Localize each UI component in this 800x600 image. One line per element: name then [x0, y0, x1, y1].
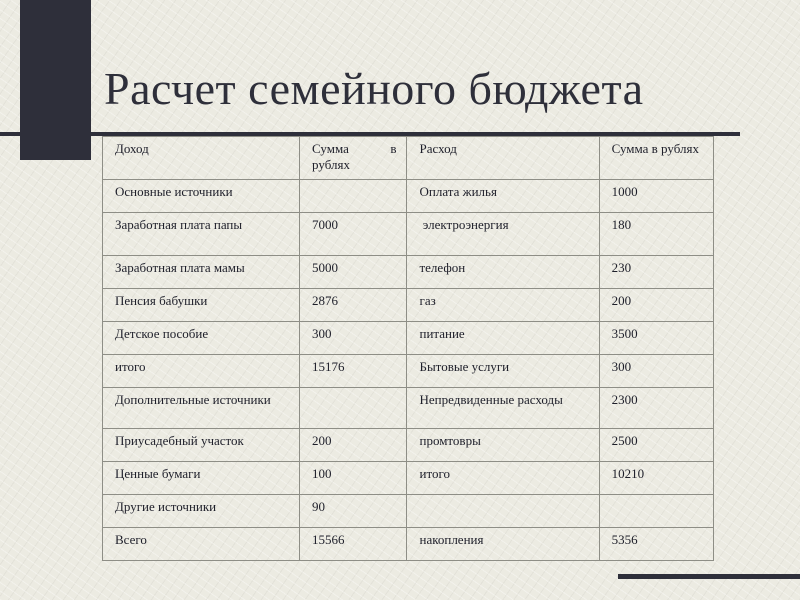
income-cell: Заработная плата мамы: [103, 256, 300, 289]
budget-table: [102, 136, 714, 561]
decorative-side-bar: [20, 0, 91, 160]
table-row: [103, 322, 714, 355]
income-amount-cell: 15566: [300, 528, 407, 561]
expense-cell: Непредвиденные расходы: [407, 388, 599, 429]
table-row: [103, 355, 714, 388]
expense-amount-cell: 180: [599, 213, 713, 256]
expense-amount-cell: 2500: [599, 429, 713, 462]
income-cell: Ценные бумаги: [103, 462, 300, 495]
income-cell: Заработная плата папы: [103, 213, 300, 256]
expense-cell: Оплата жилья: [407, 180, 599, 213]
income-cell: Пенсия бабушки: [103, 289, 300, 322]
income-amount-cell: [300, 180, 407, 213]
expense-cell: [407, 495, 599, 528]
expense-cell: питание: [407, 322, 599, 355]
table-row: [103, 528, 714, 561]
expense-cell: итого: [407, 462, 599, 495]
table-row: [103, 180, 714, 213]
header-income-amount: Сумма в рублях: [300, 137, 407, 180]
expense-amount-cell: 200: [599, 289, 713, 322]
income-cell: Всего: [103, 528, 300, 561]
table-row: [103, 289, 714, 322]
expense-amount-cell: 230: [599, 256, 713, 289]
income-cell: Приусадебный участок: [103, 429, 300, 462]
expense-amount-cell: 300: [599, 355, 713, 388]
income-cell: Детское пособие: [103, 322, 300, 355]
expense-cell: накопления: [407, 528, 599, 561]
expense-amount-cell: 1000: [599, 180, 713, 213]
table-row: [103, 213, 714, 256]
expense-amount-cell: 2300: [599, 388, 713, 429]
table-row: [103, 388, 714, 429]
header-expense-amount: Сумма в рублях: [599, 137, 713, 180]
income-amount-cell: 100: [300, 462, 407, 495]
expense-amount-cell: 10210: [599, 462, 713, 495]
income-amount-cell: 90: [300, 495, 407, 528]
income-amount-cell: 2876: [300, 289, 407, 322]
income-cell: Дополнительные источники: [103, 388, 300, 429]
expense-amount-cell: 3500: [599, 322, 713, 355]
income-amount-cell: 300: [300, 322, 407, 355]
header-expense: Расход: [407, 137, 599, 180]
table-row: [103, 495, 714, 528]
income-amount-cell: 200: [300, 429, 407, 462]
table-header-row: [103, 137, 714, 180]
table-row: [103, 429, 714, 462]
table-row: [103, 256, 714, 289]
income-cell: итого: [103, 355, 300, 388]
page-title: Расчет семейного бюджета: [104, 63, 644, 114]
income-amount-cell: 5000: [300, 256, 407, 289]
income-cell: Основные источники: [103, 180, 300, 213]
income-amount-cell: [300, 388, 407, 429]
expense-cell: электроэнергия: [407, 213, 599, 256]
income-cell: Другие источники: [103, 495, 300, 528]
bottom-divider: [618, 574, 800, 579]
income-amount-cell: 7000: [300, 213, 407, 256]
header-income: Доход: [103, 137, 300, 180]
expense-amount-cell: [599, 495, 713, 528]
expense-amount-cell: 5356: [599, 528, 713, 561]
income-amount-cell: 15176: [300, 355, 407, 388]
table-row: [103, 462, 714, 495]
expense-cell: Бытовые услуги: [407, 355, 599, 388]
expense-cell: газ: [407, 289, 599, 322]
expense-cell: промтовры: [407, 429, 599, 462]
expense-cell: телефон: [407, 256, 599, 289]
